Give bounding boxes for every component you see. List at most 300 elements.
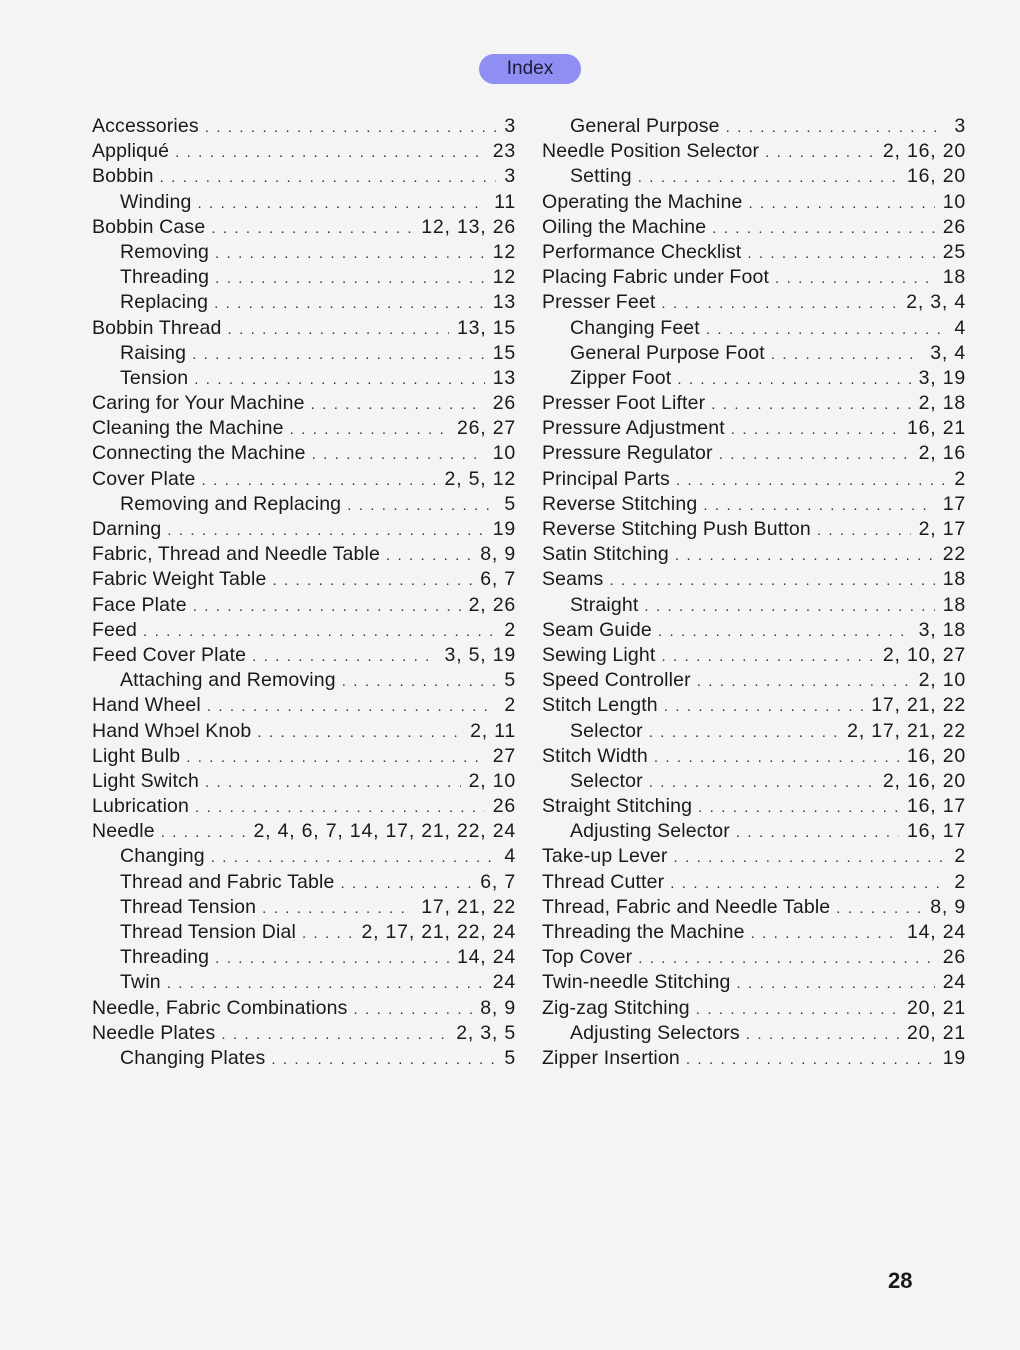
entry-term: Thread Tension <box>120 895 257 918</box>
index-subentry <box>542 114 966 139</box>
index-entry <box>542 844 966 869</box>
dot-leader <box>198 191 487 216</box>
entry-term: Bobbin Case <box>92 215 206 238</box>
dot-leader <box>765 140 875 165</box>
entry-pages: 2, 17, 21, 22 <box>847 719 966 742</box>
entry-pages: 26 <box>492 795 516 818</box>
dot-leader <box>312 442 485 467</box>
entry-term: Feed Cover Plate <box>92 643 247 666</box>
dot-leader <box>161 820 246 845</box>
index-entry <box>542 542 966 567</box>
index-column-left <box>92 114 516 1071</box>
entry-term: Thread Cutter <box>542 870 665 893</box>
entry-term: Attaching and Removing <box>120 669 336 692</box>
entry-pages: 23 <box>492 140 516 163</box>
dot-leader <box>252 644 436 669</box>
index-entry <box>92 1021 516 1046</box>
entry-term: Selector <box>570 719 643 742</box>
entry-term: Setting <box>570 165 632 188</box>
entry-term: Twin-needle Stitching <box>542 971 731 994</box>
index-entry <box>542 970 966 995</box>
index-subentry <box>92 240 516 265</box>
index-subentry <box>92 870 516 895</box>
index-entry <box>92 114 516 139</box>
entry-term: Seam Guide <box>542 618 652 641</box>
entry-term: Changing Plates <box>120 1046 266 1069</box>
entry-pages: 17, 21, 22 <box>421 895 516 918</box>
dot-leader <box>195 795 485 820</box>
entry-term: Operating the Machine <box>542 190 743 213</box>
entry-term: Stitch Width <box>542 744 648 767</box>
entry-pages: 2, 10, 27 <box>882 643 966 666</box>
entry-term: Threading <box>120 266 210 289</box>
entry-term: Replacing <box>120 291 209 314</box>
dot-leader <box>207 694 497 719</box>
entry-term: Top Cover <box>542 946 633 969</box>
index-entry <box>542 618 966 643</box>
entry-pages: 14, 24 <box>906 921 966 943</box>
entry-pages: 3, 4 <box>930 341 966 364</box>
entry-term: Adjusting Selectors <box>570 1021 740 1044</box>
entry-term: Cleaning the Machine <box>92 417 284 440</box>
index-badge: Index <box>479 54 581 84</box>
entry-pages: 2 <box>954 467 966 490</box>
entry-pages: 12 <box>492 240 516 263</box>
index-entry <box>542 240 966 265</box>
entry-term: Selector <box>570 769 643 792</box>
index-entry <box>92 769 516 794</box>
entry-pages: 19 <box>492 518 516 540</box>
entry-pages: 20, 21 <box>906 996 966 1019</box>
entry-term: Removing and Replacing <box>120 492 342 515</box>
index-subentry <box>92 1046 516 1071</box>
index-entry <box>92 441 516 466</box>
index-entry <box>92 467 516 492</box>
entry-pages: 22 <box>942 543 966 566</box>
dot-leader <box>340 871 472 896</box>
index-subentry <box>92 895 516 920</box>
index-entry <box>92 618 516 643</box>
entry-term: Needle, Fabric Combinations <box>92 996 348 1019</box>
entry-term: Fabric, Thread and Needle Table <box>92 543 380 566</box>
entry-term: Face Plate <box>92 593 187 616</box>
dot-leader <box>676 468 946 493</box>
index-subentry <box>542 819 966 844</box>
dot-leader <box>272 568 472 593</box>
index-subentry <box>542 719 966 744</box>
index-subentry <box>92 290 516 315</box>
entry-pages: 5 <box>504 492 516 515</box>
entry-term: Zig-zag Stitching <box>542 996 690 1019</box>
index-subentry <box>92 945 516 970</box>
entry-term: Speed Controller <box>542 669 691 692</box>
entry-term: Twin <box>120 971 161 994</box>
dot-leader <box>160 165 497 190</box>
entry-term: Light Switch <box>92 769 199 792</box>
index-entry <box>542 265 966 290</box>
entry-term: Feed <box>92 618 138 641</box>
index-entry <box>542 895 966 920</box>
entry-pages: 13 <box>492 366 516 389</box>
entry-pages: 20, 21 <box>906 1021 966 1044</box>
entry-term: Presser Feet <box>542 291 656 314</box>
dot-leader <box>771 342 922 367</box>
entry-term: Sewing Light <box>542 643 656 666</box>
dot-leader <box>696 997 899 1022</box>
entry-pages: 2, 3, 5 <box>456 1021 516 1044</box>
entry-term: Removing <box>120 240 209 263</box>
entry-term: Cover Plate <box>92 467 196 490</box>
dot-leader <box>737 971 935 996</box>
dot-leader <box>649 720 839 745</box>
index-entry <box>92 139 516 164</box>
index-entry <box>92 693 516 718</box>
dot-leader <box>214 291 485 316</box>
index-subentry <box>92 492 516 517</box>
dot-leader <box>609 568 934 593</box>
dot-leader <box>664 694 863 719</box>
entry-term: Raising <box>120 341 187 364</box>
entry-pages: 6, 7 <box>480 870 516 893</box>
dot-leader <box>167 971 485 996</box>
dot-leader <box>731 417 899 442</box>
entry-pages: 16, 20 <box>906 165 966 188</box>
entry-pages: 4 <box>504 845 516 868</box>
index-subentry <box>542 769 966 794</box>
entry-pages: 16, 20 <box>906 744 966 767</box>
entry-term: Changing <box>120 845 205 868</box>
entry-pages: 2, 17 <box>918 518 966 540</box>
entry-term: Performance Checklist <box>542 240 742 263</box>
dot-leader <box>746 1022 899 1047</box>
entry-pages: 2, 4, 6, 7, 14, 17, 21, 22, 24 <box>253 820 516 843</box>
dot-leader <box>202 468 437 493</box>
entry-term: Principal Parts <box>542 467 670 490</box>
dot-leader <box>167 518 484 543</box>
entry-pages: 26 <box>942 946 966 969</box>
entry-pages: 19 <box>942 1046 966 1069</box>
dot-leader <box>711 392 910 417</box>
entry-pages: 27 <box>492 744 516 767</box>
index-subentry <box>542 593 966 618</box>
entry-pages: 24 <box>942 971 966 994</box>
dot-leader <box>311 392 485 417</box>
entry-term: Adjusting Selector <box>570 820 730 843</box>
index-subentry <box>92 366 516 391</box>
dot-leader <box>211 845 497 870</box>
entry-pages: 2, 16, 20 <box>882 769 966 792</box>
entry-pages: 17 <box>942 492 966 515</box>
index-entry <box>542 517 966 542</box>
entry-pages: 2 <box>504 694 516 717</box>
index-entry <box>92 391 516 416</box>
entry-term: Seams <box>542 568 604 591</box>
entry-term: Accessories <box>92 115 199 137</box>
dot-leader <box>697 669 911 694</box>
entry-pages: 14, 24 <box>456 946 516 969</box>
entry-term: Reverse Stitching Push Button <box>542 518 811 540</box>
index-entry <box>92 643 516 668</box>
dot-leader <box>215 241 485 266</box>
dot-leader <box>677 367 910 392</box>
entry-pages: 2, 26 <box>468 593 516 616</box>
index-entry <box>92 567 516 592</box>
entry-pages: 2, 17, 21, 22, 24 <box>361 921 516 943</box>
dot-leader <box>192 342 485 367</box>
entry-pages: 18 <box>942 266 966 289</box>
entry-term: Fabric Weight Table <box>92 568 267 591</box>
index-entry <box>542 391 966 416</box>
index-entry <box>542 744 966 769</box>
dot-leader <box>686 1047 935 1072</box>
entry-pages: 6, 7 <box>480 568 516 591</box>
dot-leader <box>193 594 461 619</box>
index-entry <box>542 190 966 215</box>
dot-leader <box>143 619 496 644</box>
index-entry <box>92 719 516 744</box>
index-subentry <box>542 164 966 189</box>
page-number: 28 <box>888 1268 913 1293</box>
index-subentry <box>542 316 966 341</box>
dot-leader <box>186 745 484 770</box>
dot-leader <box>644 594 934 619</box>
entry-term: Pressure Adjustment <box>542 417 725 440</box>
dot-leader <box>670 871 946 896</box>
index-entry <box>542 668 966 693</box>
dot-leader <box>342 669 497 694</box>
entry-pages: 16, 17 <box>906 820 966 843</box>
index-entry <box>92 996 516 1021</box>
dot-leader <box>712 216 934 241</box>
index-entry <box>542 945 966 970</box>
dot-leader <box>347 493 496 518</box>
index-entry <box>542 441 966 466</box>
entry-term: Thread and Fabric Table <box>120 870 335 893</box>
index-subentry <box>92 970 516 995</box>
dot-leader <box>290 417 449 442</box>
entry-term: Straight <box>570 593 639 616</box>
dot-leader <box>638 946 934 971</box>
entry-pages: 5 <box>504 1046 516 1069</box>
index-entry <box>542 139 966 164</box>
entry-pages: 2, 16 <box>918 442 966 465</box>
entry-pages: 2, 11 <box>470 719 516 742</box>
index-entry <box>92 794 516 819</box>
entry-pages: 3 <box>504 165 516 188</box>
entry-term: Zipper Insertion <box>542 1046 680 1069</box>
entry-term: Winding <box>120 190 192 213</box>
dot-leader <box>706 317 946 342</box>
entry-pages: 3 <box>954 115 966 137</box>
dot-leader <box>661 291 898 316</box>
dot-leader <box>703 493 934 518</box>
entry-pages: 25 <box>942 240 966 263</box>
index-entry <box>92 819 516 844</box>
dot-leader <box>215 946 449 971</box>
entry-term: Thread Tension Dial <box>120 921 296 943</box>
entry-term: Tension <box>120 366 189 389</box>
entry-term: Bobbin Thread <box>92 316 222 339</box>
dot-leader <box>205 770 461 795</box>
entry-term: Light Bulb <box>92 744 181 767</box>
entry-pages: 18 <box>942 568 966 591</box>
index-entry <box>542 416 966 441</box>
dot-leader <box>675 543 935 568</box>
dot-leader <box>817 518 911 543</box>
dot-leader <box>354 997 473 1022</box>
dot-leader <box>836 896 922 921</box>
index-subentry <box>92 190 516 215</box>
entry-term: Pressure Regulator <box>542 442 713 465</box>
dot-leader <box>221 1022 448 1047</box>
entry-pages: 2, 3, 4 <box>906 291 966 314</box>
entry-term: Take-up Lever <box>542 845 668 868</box>
index-entry <box>542 794 966 819</box>
index-entry <box>542 1046 966 1071</box>
dot-leader <box>638 165 899 190</box>
dot-leader <box>386 543 472 568</box>
index-subentry <box>542 341 966 366</box>
entry-pages: 11 <box>494 190 516 213</box>
entry-term: Threading <box>120 946 210 969</box>
index-subentry <box>92 265 516 290</box>
entry-term: Oiling the Machine <box>542 215 707 238</box>
entry-term: Lubrication <box>92 795 190 818</box>
entry-term: Needle Plates <box>92 1021 216 1044</box>
index-entry <box>542 996 966 1021</box>
dot-leader <box>228 317 449 342</box>
dot-leader <box>262 896 413 921</box>
entry-pages: 8, 9 <box>480 996 516 1019</box>
index-entry <box>92 542 516 567</box>
dot-leader <box>751 921 899 946</box>
index-entry <box>542 920 966 945</box>
entry-term: Reverse Stitching <box>542 492 698 515</box>
entry-pages: 2, 10 <box>468 769 516 792</box>
dot-leader <box>775 266 935 291</box>
entry-term: Bobbin <box>92 165 154 188</box>
index-subentry <box>542 366 966 391</box>
entry-term: Needle <box>92 820 155 843</box>
dot-leader <box>726 115 947 140</box>
dot-leader <box>271 1047 496 1072</box>
entry-pages: 24 <box>492 971 516 994</box>
index-entry <box>542 215 966 240</box>
dot-leader <box>175 140 485 165</box>
entry-pages: 3, 19 <box>918 366 966 389</box>
index-subentry <box>92 844 516 869</box>
index-entry <box>92 593 516 618</box>
index-entry <box>92 517 516 542</box>
index-entry <box>542 870 966 895</box>
index-entry <box>542 643 966 668</box>
entry-pages: 8, 9 <box>480 543 516 566</box>
entry-pages: 10 <box>492 442 516 465</box>
dot-leader <box>748 191 934 216</box>
entry-term: Changing Feet <box>570 316 700 339</box>
dot-leader <box>698 795 899 820</box>
entry-term: Connecting the Machine <box>92 442 306 465</box>
index-entry <box>542 492 966 517</box>
dot-leader <box>211 216 413 241</box>
entry-pages: 17, 21, 22 <box>871 694 966 717</box>
dot-leader <box>674 845 947 870</box>
index-subentry <box>92 668 516 693</box>
index-entry <box>542 467 966 492</box>
dot-leader <box>257 720 462 745</box>
entry-pages: 2 <box>954 845 966 868</box>
entry-pages: 12, 13, 26 <box>421 215 516 238</box>
entry-pages: 3, 5, 19 <box>444 643 516 666</box>
index-subentry <box>542 1021 966 1046</box>
entry-term: Straight Stitching <box>542 795 693 818</box>
entry-term: Placing Fabric under Foot <box>542 266 770 289</box>
entry-pages: 15 <box>492 341 516 364</box>
entry-pages: 26, 27 <box>456 417 516 440</box>
index-column-right <box>542 114 966 1071</box>
entry-term: Zipper Foot <box>570 366 672 389</box>
entry-term: Stitch Length <box>542 694 658 717</box>
index-entry <box>92 164 516 189</box>
entry-term: Needle Position Selector <box>542 140 760 163</box>
entry-term: Satin Stitching <box>542 543 669 566</box>
entry-pages: 10 <box>942 190 966 213</box>
dot-leader <box>205 115 497 140</box>
entry-term: Caring for Your Machine <box>92 392 305 415</box>
index-entry <box>92 416 516 441</box>
entry-pages: 16, 21 <box>906 417 966 440</box>
index-entry <box>92 744 516 769</box>
dot-leader <box>736 820 899 845</box>
entry-pages: 2 <box>504 618 516 641</box>
entry-pages: 2, 5, 12 <box>444 467 516 490</box>
index-entry <box>542 567 966 592</box>
entry-term: Presser Foot Lifter <box>542 392 706 415</box>
entry-term: Thread, Fabric and Needle Table <box>542 895 831 918</box>
index-entry <box>542 693 966 718</box>
dot-leader <box>302 921 354 946</box>
entry-pages: 18 <box>942 593 966 616</box>
entry-pages: 5 <box>504 669 516 692</box>
entry-term: Appliqué <box>92 140 170 163</box>
entry-term: General Purpose Foot <box>570 341 765 364</box>
dot-leader <box>658 619 911 644</box>
entry-term: Hand Wheel <box>92 694 201 717</box>
entry-term: Threading the Machine <box>542 921 745 943</box>
entry-pages: 4 <box>954 316 966 339</box>
entry-pages: 26 <box>942 215 966 238</box>
entry-pages: 2, 10 <box>918 669 966 692</box>
entry-term: Hand Whɔel Knob <box>92 719 252 742</box>
index-subentry <box>92 920 516 945</box>
entry-pages: 13 <box>492 291 516 314</box>
entry-pages: 2, 16, 20 <box>882 140 966 163</box>
entry-term: General Purpose <box>570 115 720 137</box>
dot-leader <box>654 745 899 770</box>
dot-leader <box>215 266 485 291</box>
dot-leader <box>661 644 874 669</box>
entry-pages: 8, 9 <box>930 895 966 918</box>
index-entry <box>92 215 516 240</box>
dot-leader <box>719 442 911 467</box>
entry-pages: 12 <box>492 266 516 289</box>
entry-term: Darning <box>92 518 162 540</box>
entry-pages: 2, 18 <box>918 392 966 415</box>
entry-pages: 3, 18 <box>918 618 966 641</box>
dot-leader <box>194 367 484 392</box>
entry-pages: 2 <box>954 870 966 893</box>
index-entry <box>92 316 516 341</box>
